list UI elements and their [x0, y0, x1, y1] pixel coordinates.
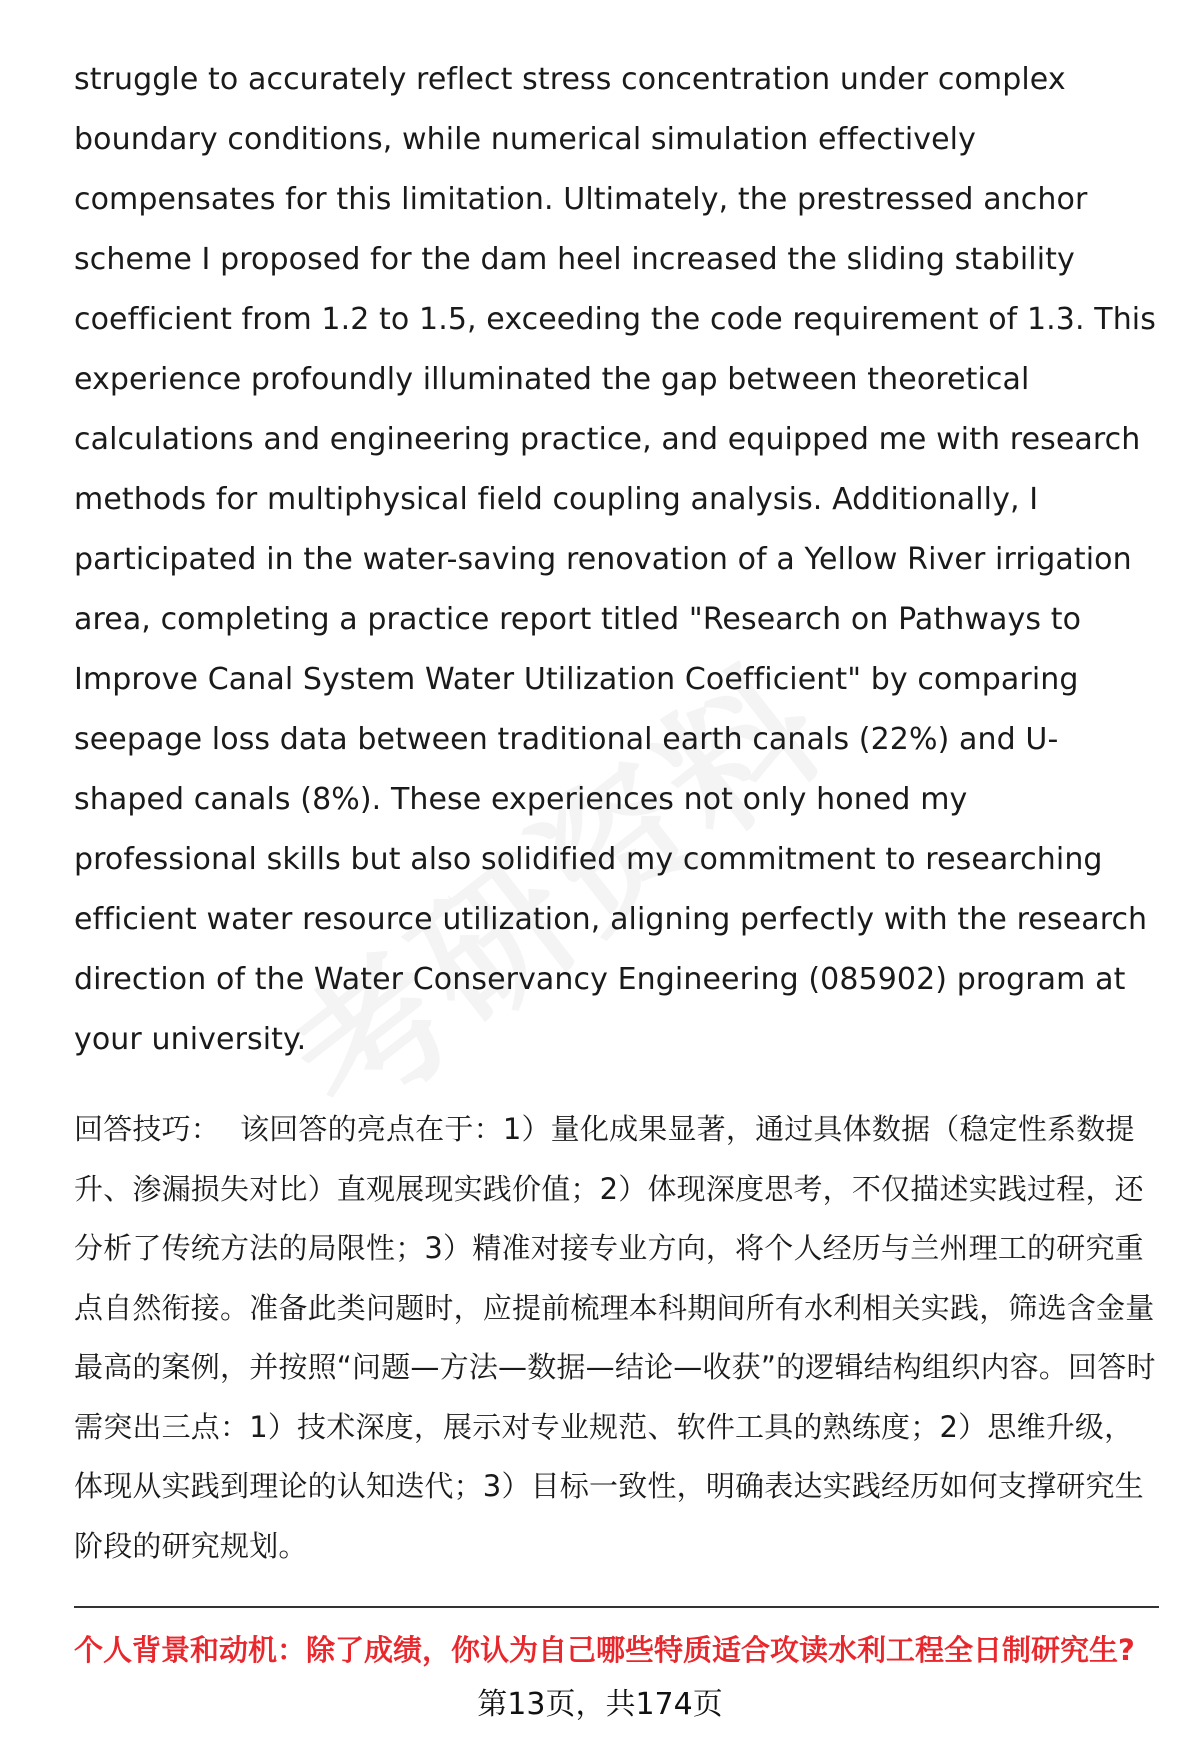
english-paragraph: struggle to accurately reflect stress concentration under complex boundary conditions, while numerical simulation effectively compensates for this limitation. Ultimately, the prestressed anchor scheme I proposed for the dam heel increased the sliding stability coefficient from 1.2 to 1.5, exceeding the code requirement of 1.3. This experience profoundly illuminated the gap between theoretical calculations and engineering practice, and equipped me with research methods for multiphysical field coupling analysis. Additionally, I participated in the water-saving renovation of a Yellow River irrigation area, completing a practice report titled "Research on Pathways to Improve Canal System Water Utilization Coefficient" by comparing seepage loss data between traditional earth canals (22%) and U-shaped canals (8%). These experiences not only honed my professional skills but also solidified my commitment to researching efficient water resource utilization, aligning perfectly with the research direction of the Water Conservancy Engineering (085902) program at your university.	[74, 62, 1156, 1057]
answer-tip-text: 该回答的亮点在于：1）量化成果显著，通过具体数据（稳定性系数提升、渗漏损失对比）直观展现实践价值；2）体现深度思考，不仅描述实践过程，还分析了传统方法的局限性；3）精准对接专业方向，将个人经历与兰州理工的研究重点自然衔接。准备此类问题时，应提前梳理本科期间所有水利相关实践，筛选含金量最高的案例，并按照“问题—方法—数据—结论—收获”的逻辑结构组织内容。回答时需突出三点：1）技术深度，展示对专业规范、软件工具的熟练度；2）思维升级，体现从实践到理论的认知迭代；3）目标一致性，明确表达实践经历如何支撑研究生阶段的研究规划。	[74, 1112, 1156, 1563]
next-question-heading: 个人背景和动机：除了成绩，你认为自己哪些特质适合攻读水利工程全日制研究生?	[74, 1633, 1135, 1667]
page-number: 第13页，共174页	[477, 1687, 723, 1722]
answer-tip-paragraph	[74, 1100, 1159, 1576]
section-divider	[74, 1606, 1159, 1608]
answer-tip-label: 回答技巧：	[74, 1112, 221, 1146]
document-page	[74, 50, 1159, 1670]
